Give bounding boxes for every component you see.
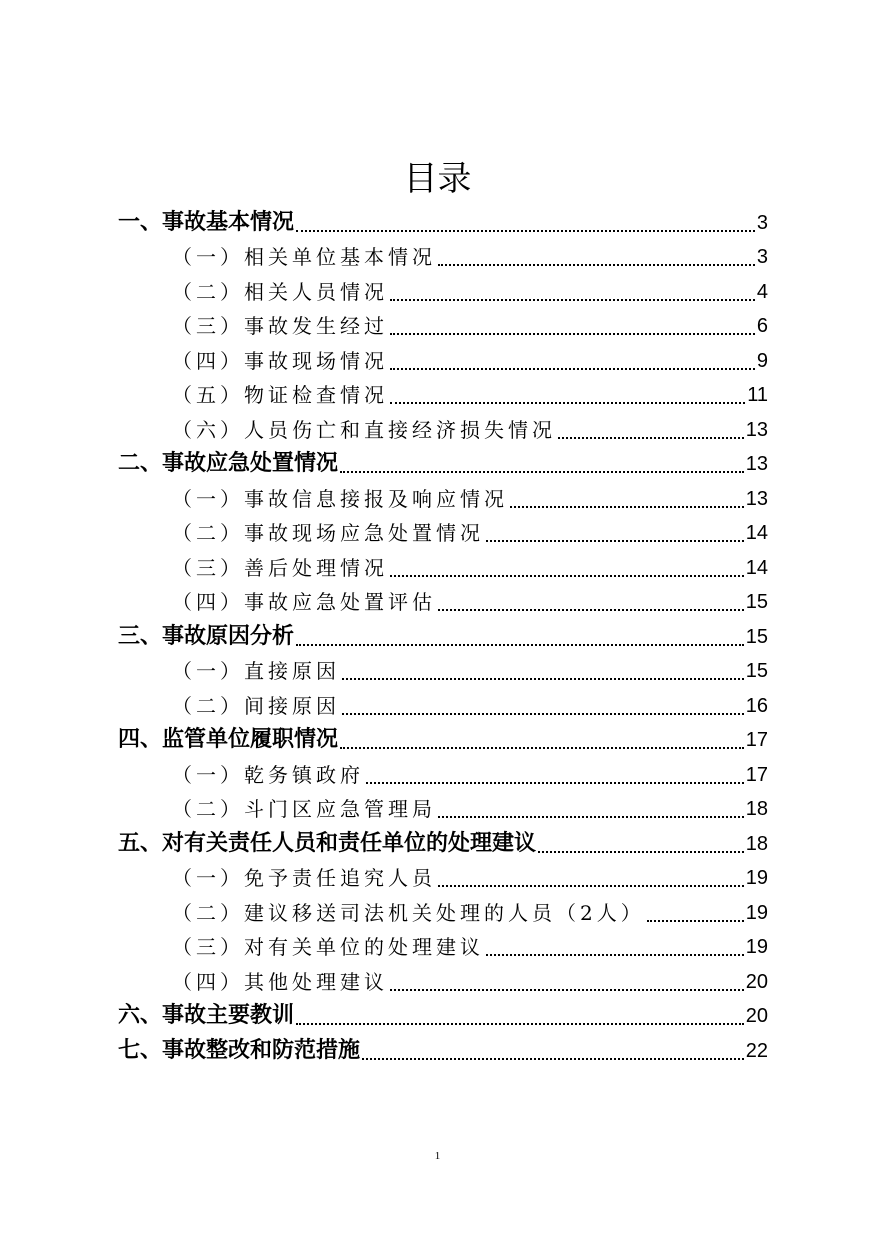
toc-entry-page: 17 — [745, 763, 768, 786]
toc-entry-title: 四、监管单位履职情况 — [118, 727, 339, 752]
dot-leader — [296, 1023, 744, 1025]
toc-entry-page: 20 — [745, 970, 768, 993]
toc-entry[interactable] — [118, 410, 768, 445]
toc-entry[interactable] — [118, 962, 768, 997]
toc-entry-title: （四）事故现场情况 — [172, 348, 388, 373]
toc-entry-page: 13 — [745, 418, 768, 441]
dot-leader — [438, 609, 744, 611]
dot-leader — [366, 782, 744, 784]
toc-entry-title: （五）物证检查情况 — [172, 383, 388, 407]
toc-entry-title: （三）事故发生经过 — [172, 314, 388, 338]
toc-entry-page: 14 — [745, 522, 768, 544]
toc-entry-page: 14 — [745, 556, 768, 579]
dot-leader — [486, 540, 744, 542]
toc-entry[interactable] — [118, 203, 768, 238]
dot-leader — [647, 920, 744, 922]
toc-entry[interactable] — [118, 376, 768, 411]
toc-entry-title: （一）直接原因 — [172, 659, 340, 683]
toc-entry[interactable] — [118, 514, 768, 549]
dot-leader — [390, 333, 755, 335]
toc-entry[interactable] — [118, 686, 768, 721]
toc-entry-title: （二）间接原因 — [172, 693, 340, 718]
toc-entry-page: 16 — [745, 694, 768, 717]
toc-entry-page: 22 — [745, 1039, 768, 1062]
table-of-contents — [118, 203, 768, 1066]
toc-entry-page: 3 — [756, 211, 768, 234]
toc-entry-title: 一、事故基本情况 — [118, 209, 295, 235]
dot-leader — [340, 471, 744, 473]
toc-entry-title: （二）建议移送司法机关处理的人员（2人） — [172, 900, 645, 925]
dot-leader — [390, 989, 744, 991]
toc-entry[interactable] — [118, 997, 768, 1032]
dot-leader — [438, 885, 744, 887]
dot-leader — [486, 954, 744, 956]
toc-entry-title: （二）斗门区应急管理局 — [172, 797, 436, 821]
dot-leader — [296, 644, 744, 646]
toc-entry[interactable] — [118, 859, 768, 894]
dot-leader — [558, 437, 744, 439]
toc-entry-title: （四）事故应急处置评估 — [172, 590, 436, 614]
toc-entry-title: 六、事故主要教训 — [118, 1003, 295, 1028]
toc-entry[interactable] — [118, 893, 768, 928]
dot-leader — [390, 402, 745, 404]
dot-leader — [340, 747, 744, 749]
toc-entry-page: 15 — [745, 660, 768, 682]
page-title: 目录 — [403, 159, 472, 199]
page-number: 1 — [434, 1150, 441, 1162]
toc-entry-page: 19 — [745, 867, 768, 889]
toc-entry-page: 18 — [745, 798, 768, 820]
toc-entry[interactable] — [118, 548, 768, 583]
toc-entry-page: 3 — [756, 246, 768, 268]
toc-entry[interactable] — [118, 238, 768, 273]
toc-entry-title: （一）相关单位基本情况 — [172, 245, 436, 269]
toc-entry-page: 19 — [745, 901, 768, 924]
toc-entry-title: 三、事故原因分析 — [118, 623, 295, 649]
toc-entry-title: （一）乾务镇政府 — [172, 762, 364, 787]
toc-entry-page: 11 — [747, 384, 768, 406]
toc-entry-page: 15 — [745, 625, 768, 648]
dot-leader — [342, 678, 744, 680]
toc-entry-title: 二、事故应急处置情况 — [118, 451, 339, 476]
dot-leader — [342, 713, 744, 715]
toc-entry[interactable] — [118, 721, 768, 756]
toc-entry[interactable] — [118, 307, 768, 342]
toc-entry-page: 4 — [756, 280, 768, 303]
toc-entry-page: 6 — [756, 315, 768, 337]
toc-entry[interactable] — [118, 928, 768, 963]
dot-leader — [390, 575, 744, 577]
toc-entry[interactable] — [118, 583, 768, 618]
dot-leader — [438, 264, 755, 266]
dot-leader — [438, 816, 744, 818]
toc-entry[interactable] — [118, 445, 768, 480]
toc-entry[interactable] — [118, 272, 768, 307]
dot-leader — [538, 851, 744, 853]
toc-entry-title: 七、事故整改和防范措施 — [118, 1037, 361, 1063]
toc-entry-page: 13 — [745, 487, 768, 510]
toc-entry-title: （六）人员伤亡和直接经济损失情况 — [172, 417, 556, 442]
dot-leader — [362, 1058, 744, 1060]
toc-entry-title: （三）对有关单位的处理建议 — [172, 935, 484, 959]
dot-leader — [510, 506, 744, 508]
toc-entry[interactable] — [118, 755, 768, 790]
toc-entry-page: 17 — [745, 729, 768, 751]
toc-entry-title: 五、对有关责任人员和责任单位的处理建议 — [118, 830, 537, 856]
toc-entry[interactable] — [118, 341, 768, 376]
toc-entry-title: （四）其他处理建议 — [172, 969, 388, 994]
toc-entry-page: 9 — [756, 349, 768, 372]
toc-entry-page: 15 — [745, 591, 768, 613]
toc-entry[interactable] — [118, 824, 768, 859]
toc-entry-page: 13 — [745, 453, 768, 475]
toc-entry[interactable] — [118, 479, 768, 514]
dot-leader — [390, 368, 755, 370]
dot-leader — [390, 299, 755, 301]
toc-entry[interactable] — [118, 652, 768, 687]
dot-leader — [296, 230, 755, 232]
toc-entry-page: 18 — [745, 832, 768, 855]
toc-entry[interactable] — [118, 617, 768, 652]
toc-entry-page: 19 — [745, 936, 768, 958]
toc-entry-page: 20 — [745, 1005, 768, 1027]
toc-entry-title: （三）善后处理情况 — [172, 555, 388, 580]
toc-entry-title: （二）事故现场应急处置情况 — [172, 521, 484, 545]
toc-entry-title: （二）相关人员情况 — [172, 279, 388, 304]
toc-entry[interactable] — [118, 1031, 768, 1066]
toc-entry[interactable] — [118, 790, 768, 825]
toc-entry-title: （一）事故信息接报及响应情况 — [172, 486, 508, 511]
toc-entry-title: （一）免予责任追究人员 — [172, 866, 436, 890]
